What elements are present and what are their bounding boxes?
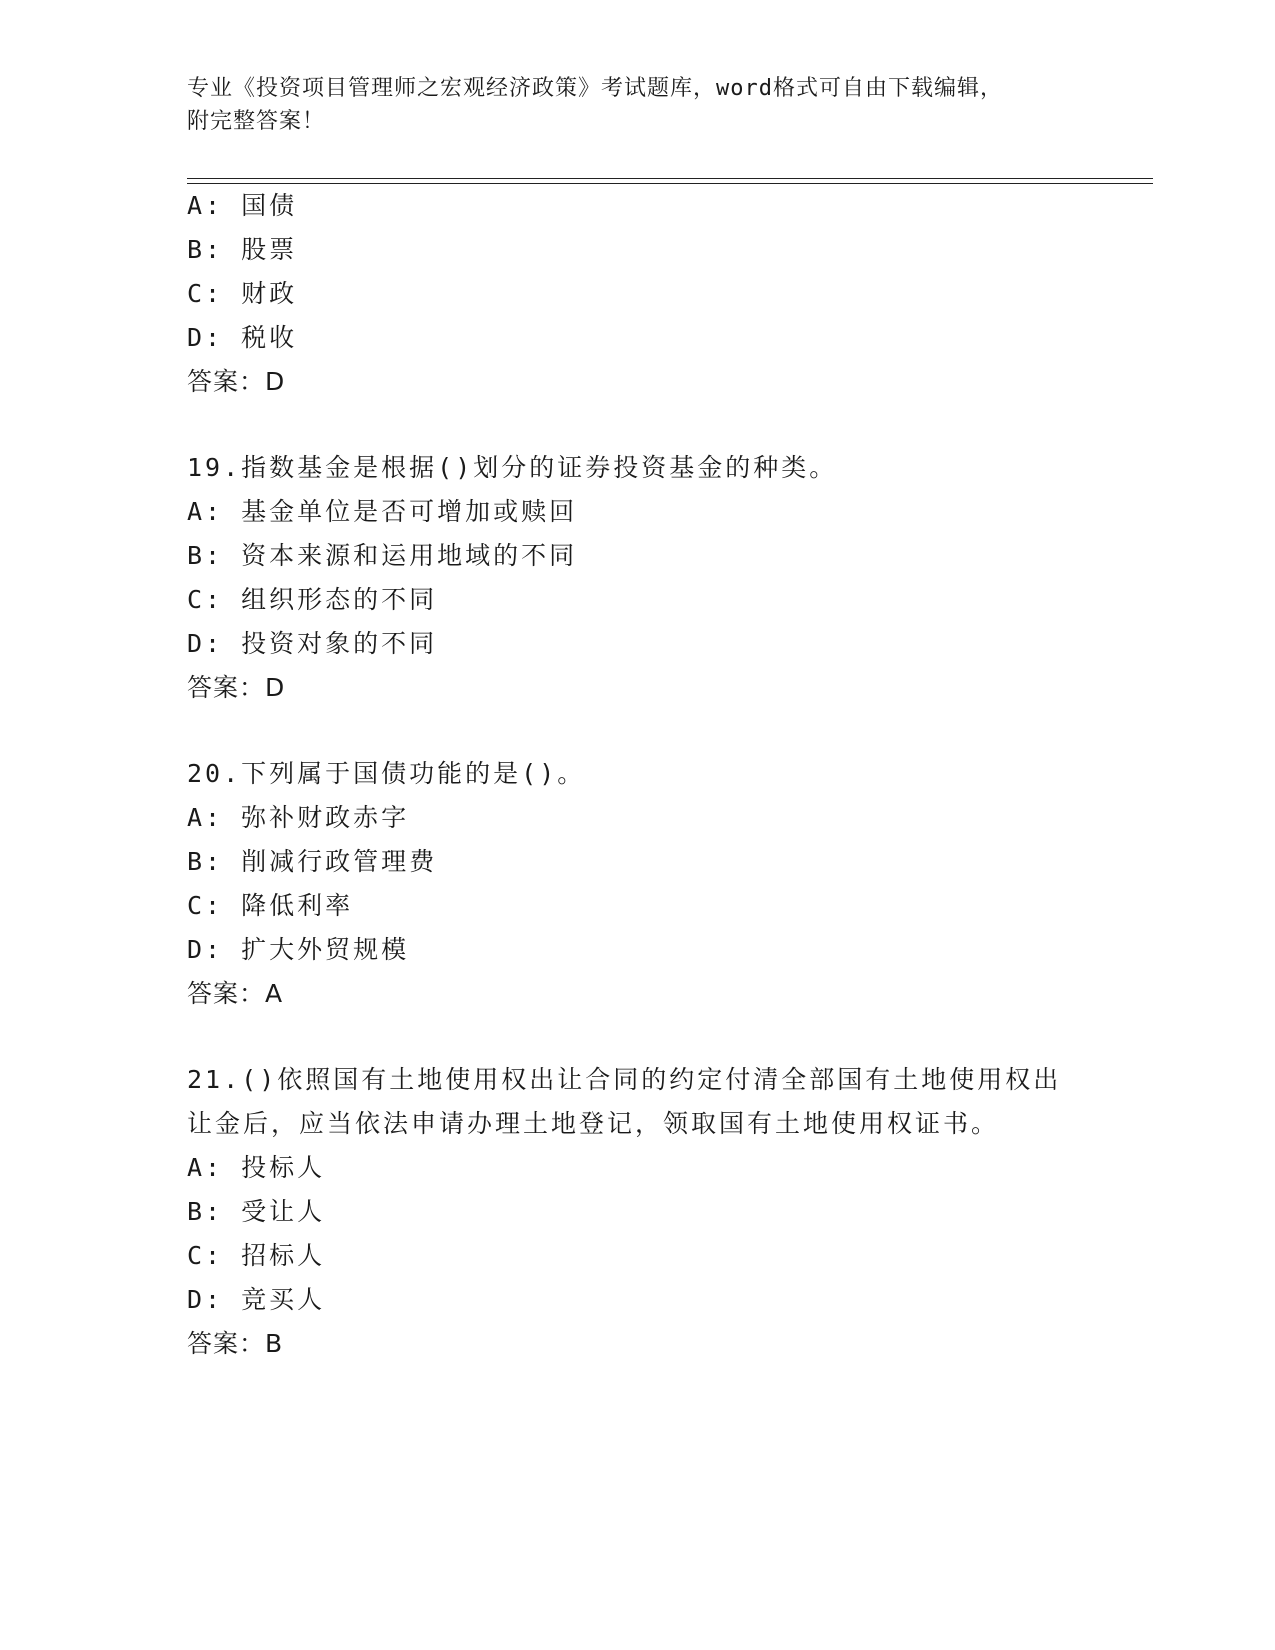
question-21-line-1: 21.()依照国有土地使用权出让合同的约定付清全部国有土地使用权出: [187, 1065, 1062, 1094]
q19-answer: 答案：D: [187, 673, 286, 702]
q21-answer: 答案：B: [187, 1329, 284, 1358]
q20-answer: 答案：A: [187, 979, 284, 1008]
header-divider-top: [187, 178, 1153, 179]
q20-option-c: C: 降低利率: [187, 891, 354, 920]
q19-option-a: A: 基金单位是否可增加或赎回: [187, 497, 578, 526]
option-d: D: 税收: [187, 323, 298, 352]
option-b: B: 股票: [187, 235, 298, 264]
q21-option-d: D: 竞买人: [187, 1285, 326, 1314]
q19-option-c: C: 组织形态的不同: [187, 585, 438, 614]
answer: 答案：D: [187, 367, 286, 396]
q21-option-a: A: 投标人: [187, 1153, 326, 1182]
q19-option-b: B: 资本来源和运用地域的不同: [187, 541, 578, 570]
question-21-line-2: 让金后，应当依法申请办理土地登记，领取国有土地使用权证书。: [187, 1109, 1000, 1138]
q21-option-c: C: 招标人: [187, 1241, 326, 1270]
option-a: A: 国债: [187, 191, 298, 220]
q21-option-b: B: 受让人: [187, 1197, 326, 1226]
question-19: 19.指数基金是根据()划分的证券投资基金的种类。: [187, 453, 838, 482]
option-c: C: 财政: [187, 279, 298, 308]
header-divider-bottom: [187, 183, 1153, 184]
q20-option-d: D: 扩大外贸规模: [187, 935, 410, 964]
header-line-1: 专业《投资项目管理师之宏观经济政策》考试题库，word格式可自由下载编辑，: [187, 76, 1003, 101]
document-header: [187, 72, 1087, 138]
q20-option-a: A: 弥补财政赤字: [187, 803, 410, 832]
question-20: 20.下列属于国债功能的是()。: [187, 759, 586, 788]
header-line-2: 附完整答案！: [187, 109, 326, 134]
q19-option-d: D: 投资对象的不同: [187, 629, 438, 658]
q20-option-b: B: 削减行政管理费: [187, 847, 438, 876]
